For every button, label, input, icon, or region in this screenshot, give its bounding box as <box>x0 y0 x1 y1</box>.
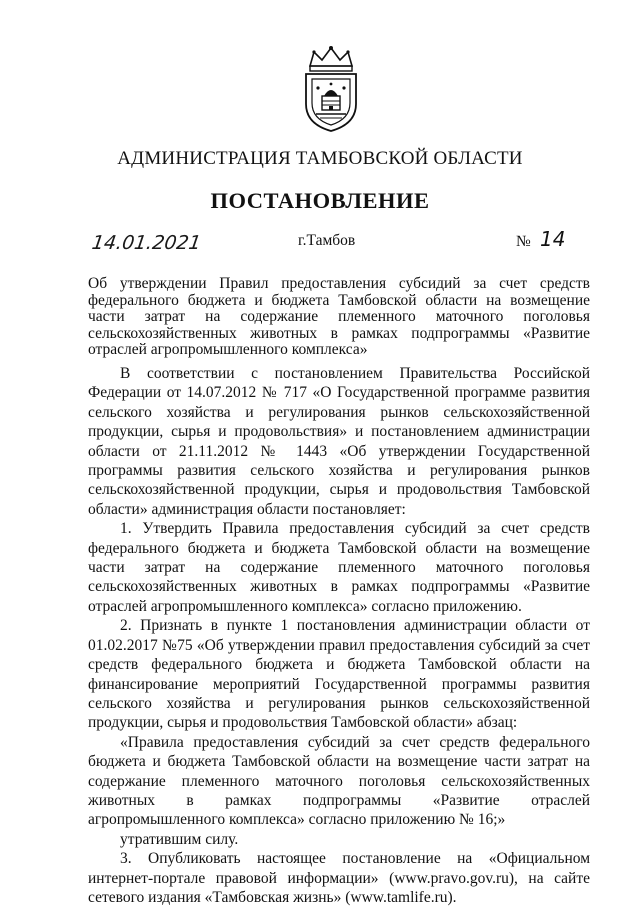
quoted-paragraph: «Правила предоставления субсидий за счет средств федерального бюджета и бюджета Тамбовской области на возмещение части затрат на содержание племенного маточного поголовья сельскохозяйственных животных в рамках подпрограммы «Развитие отраслей агропромышленного комплекса» согласно приложению № 16;» <box>88 733 590 829</box>
document-body <box>88 364 590 907</box>
document-date: 14.01.2021 <box>90 232 203 254</box>
clause-2-paragraph: 2. Признать в пункте 1 постановления администрации области от 01.02.2017 №75 «Об утверждении правил предоставления субсидий за счет средств федерального бюджета и бюджета Тамбовской области на финансирование мероприятий Государственной программы развития сельского хозяйства и регулирования рынков сельскохозяйственной продукции, сырья и продовольствия Тамбовской области» абзац: <box>88 617 590 732</box>
document-number-label: № <box>516 233 531 250</box>
document-type-heading: ПОСТАНОВЛЕНИЕ <box>210 188 430 213</box>
clause-1-paragraph: 1. Утвердить Правила предоставления субсидий за счет средств федерального бюджета и бюджета Тамбовской области на возмещение части затрат на содержание племенного маточного поголовья сельскохозяйственных животных в рамках подпрограммы «Развитие отраслей агропромышленного комплекса» согласно приложению. <box>88 520 590 615</box>
document-title: Об утверждении Правил предоставления субсидий за счет средств федерального бюджета и бюджета Тамбовской области на возмещение части затрат на содержание племенного маточного поголовья сельскохозяйственных животных в рамках подпрограммы «Развитие отраслей агропромышленного комплекса» <box>88 275 590 358</box>
organization-name: АДМИНИСТРАЦИЯ ТАМБОВСКОЙ ОБЛАСТИ <box>117 148 523 169</box>
preamble-paragraph: В соответствии с постановлением Правительства Российской Федерации от 14.07.2012 № 717 «О Государственной программе развития сельского хозяйства и регулирования рынков сельскохозяйственной продукции, сырья и продовольствия» и постановлением администрации области от 21.11.2012 № 1443 «Об утверждении Государственной программы развития сельского хозяйства и регулирования рынков сельскохозяйственной продукции, сырья и продовольствия Тамбовской области» администрация области постановляет: <box>88 365 590 518</box>
document-number: 14 <box>540 227 566 251</box>
clause-2-conclusion: утратившим силу. <box>120 830 239 848</box>
document-city: г.Тамбов <box>298 232 356 249</box>
clause-3-paragraph: 3. Опубликовать настоящее постановление на «Официальном интернет-портале правовой информации» (www.pravo.gov.ru), на сайте сетевого издания «Тамбовская жизнь» (www.tamlife.ru). <box>88 850 590 906</box>
tambov-coat-of-arms-icon <box>296 44 366 134</box>
